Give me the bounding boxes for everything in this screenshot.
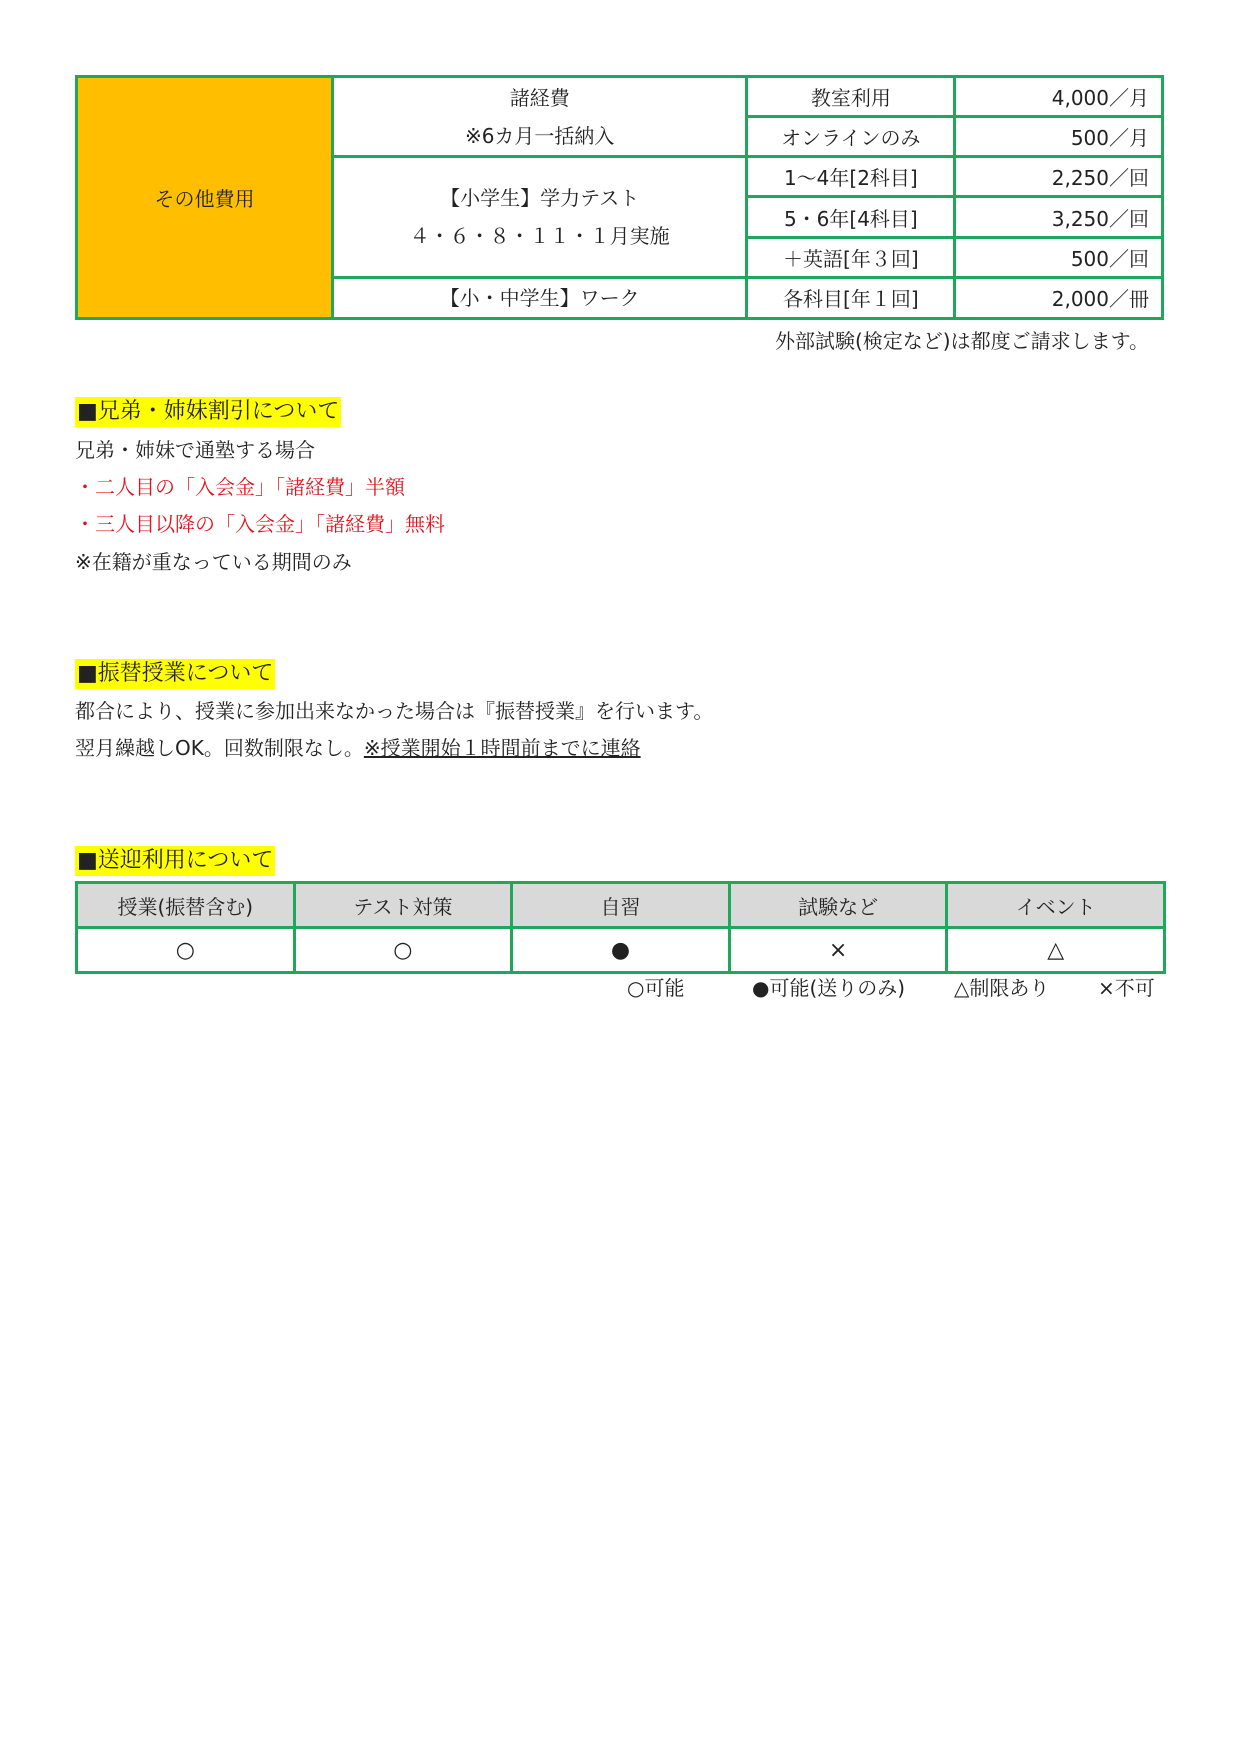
pickup-heading: ■送迎利用について bbox=[75, 846, 275, 876]
fee-price: 2,000／冊 bbox=[955, 277, 1163, 318]
fee-price: 500／回 bbox=[955, 237, 1163, 277]
legend-drop-off-only: ●可能(送りのみ) bbox=[752, 976, 906, 1000]
sibling-third-child: ・三人目以降の「入会金」「諸経費」無料 bbox=[75, 512, 445, 536]
pickup-col-header: イベント bbox=[947, 883, 1165, 928]
fee-sub-label: 5・6年[4科目] bbox=[747, 197, 955, 237]
work-fee-title: 【小・中学生】ワーク bbox=[332, 277, 747, 318]
legend-available: ○可能 bbox=[627, 976, 685, 1000]
makeup-deadline: ※授業開始１時間前までに連絡 bbox=[363, 736, 641, 760]
legend-restricted: △制限あり bbox=[954, 976, 1050, 1000]
pickup-availability: × bbox=[729, 928, 947, 973]
pickup-col-header: テスト対策 bbox=[294, 883, 512, 928]
makeup-class-rule bbox=[75, 734, 641, 762]
pickup-availability: ○ bbox=[294, 928, 512, 973]
makeup-class-desc: 都合により、授業に参加出来なかった場合は『振替授業』を行います。 bbox=[75, 699, 714, 723]
fee-sub-label: ＋英語[年３回] bbox=[747, 237, 955, 277]
pickup-availability: ● bbox=[512, 928, 730, 973]
pickup-availability: △ bbox=[947, 928, 1165, 973]
pickup-col-header: 授業(振替含む) bbox=[77, 883, 295, 928]
misc-fee-cell bbox=[332, 77, 747, 157]
fee-sub-label: 各科目[年１回] bbox=[747, 277, 955, 318]
misc-fee-title: 諸経費 bbox=[509, 85, 570, 110]
test-fee-title: 【小学生】学力テスト bbox=[440, 186, 640, 211]
fee-sub-label: 教室利用 bbox=[747, 77, 955, 117]
fee-price: 500／月 bbox=[955, 117, 1163, 157]
other-fees-table bbox=[75, 75, 1164, 320]
fee-price: 2,250／回 bbox=[955, 157, 1163, 197]
makeup-class-heading: ■振替授業について bbox=[75, 659, 275, 689]
fee-sub-label: オンラインのみ bbox=[747, 117, 955, 157]
legend-unavailable: ×不可 bbox=[1098, 976, 1155, 1000]
fee-price: 4,000／月 bbox=[955, 77, 1163, 117]
test-fee-schedule: ４・６・８・１１・１月実施 bbox=[409, 224, 670, 249]
sibling-note: ※在籍が重なっている期間のみ bbox=[75, 550, 352, 574]
external-exam-note: 外部試験(検定など)は都度ご請求します。 bbox=[774, 329, 1149, 353]
fee-category: その他費用 bbox=[77, 77, 333, 319]
makeup-carryover: 翌月繰越しOK。回数制限なし。 bbox=[75, 736, 364, 760]
misc-fee-note: ※6カ月一括納入 bbox=[464, 123, 615, 148]
sibling-discount-heading: ■兄弟・姉妹割引について bbox=[75, 397, 341, 427]
fee-price: 3,250／回 bbox=[955, 197, 1163, 237]
sibling-intro: 兄弟・姉妹で通塾する場合 bbox=[75, 438, 315, 462]
pickup-col-header: 試験など bbox=[729, 883, 947, 928]
pickup-availability: ○ bbox=[77, 928, 295, 973]
pickup-table bbox=[75, 881, 1166, 974]
fee-sub-label: 1～4年[2科目] bbox=[747, 157, 955, 197]
sibling-second-child: ・二人目の「入会金」「諸経費」半額 bbox=[75, 475, 405, 499]
test-fee-cell bbox=[332, 157, 747, 277]
pickup-col-header: 自習 bbox=[512, 883, 730, 928]
